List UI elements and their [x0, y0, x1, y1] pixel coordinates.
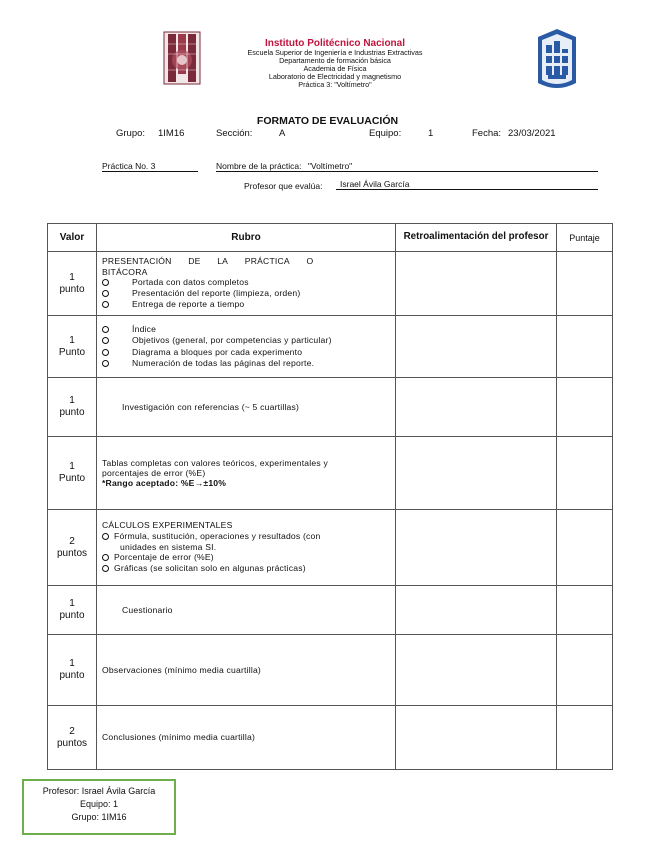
table-row — [48, 252, 613, 316]
seccion-value: A — [279, 128, 286, 139]
retro-cell[interactable] — [396, 378, 557, 437]
rubro-cell — [97, 437, 396, 510]
valor-cell — [48, 437, 97, 510]
puntaje-cell[interactable] — [557, 510, 613, 586]
puntaje-cell[interactable] — [557, 316, 613, 378]
puntaje-cell[interactable] — [557, 586, 613, 635]
valor-number: 1 — [69, 395, 75, 406]
valor-number: 1 — [69, 271, 75, 283]
bullet-circle-icon — [102, 554, 109, 561]
bullet-circle-icon — [102, 279, 109, 286]
bullet-circle-icon — [102, 337, 109, 344]
retro-cell[interactable] — [396, 252, 557, 316]
table-row — [48, 316, 613, 378]
signature-box — [22, 779, 176, 835]
header-retroalimentacion: Retroalimentación del profesor — [396, 224, 557, 252]
rubro-heading-cont: BITÁCORA — [102, 266, 148, 277]
valor-number: 1 — [69, 658, 75, 669]
puntaje-cell[interactable] — [557, 252, 613, 316]
signature-grupo: Grupo: 1IM16 — [71, 812, 127, 823]
rubro-text: Observaciones (mínimo media cuartilla) — [102, 664, 261, 675]
esiqie-logo — [536, 27, 578, 93]
valor-cell — [48, 510, 97, 586]
retro-cell[interactable] — [396, 510, 557, 586]
list-item: Diagrama a bloques por cada experimento — [102, 347, 390, 358]
valor-cell — [48, 316, 97, 378]
retro-cell[interactable] — [396, 586, 557, 635]
valor-cell — [48, 586, 97, 635]
rubro-cell — [97, 316, 396, 378]
rubro-cell — [97, 706, 396, 770]
practice-name: Práctica 3: "Voltímetro" — [298, 80, 372, 90]
list-item: Gráficas (se solicitan solo en algunas prácticas) — [102, 563, 390, 574]
header-valor: Valor — [48, 224, 97, 252]
table-row — [48, 510, 613, 586]
valor-unit: puntos — [56, 547, 88, 559]
bullet-circle-icon — [102, 533, 109, 540]
header-puntaje: Puntaje — [557, 224, 613, 252]
bullet-circle-icon — [102, 360, 109, 367]
puntaje-cell[interactable] — [557, 706, 613, 770]
valor-cell — [48, 252, 97, 316]
valor-unit: punto — [59, 407, 85, 418]
table-row — [48, 586, 613, 635]
profesor-label: Profesor que evalúa: — [244, 181, 323, 191]
retro-cell[interactable] — [396, 706, 557, 770]
list-item: Entrega de reporte a tiempo — [102, 299, 390, 310]
institution-header — [210, 38, 460, 90]
table-header-row — [48, 224, 613, 252]
department-name: Departamento de formación básica — [279, 56, 391, 66]
rubro-text: Investigación con referencias (~ 5 cuartillas) — [122, 401, 300, 412]
header-rubro: Rubro — [97, 224, 396, 252]
signature-equipo: Equipo: 1 — [79, 799, 119, 810]
valor-cell — [48, 706, 97, 770]
puntaje-cell[interactable] — [557, 437, 613, 510]
retro-cell[interactable] — [396, 635, 557, 706]
bullet-circle-icon — [102, 301, 109, 308]
rubric-table — [47, 223, 613, 770]
rubro-cell — [97, 252, 396, 316]
grupo-value: 1IM16 — [158, 128, 185, 139]
school-name: Escuela Superior de Ingeniería e Industrias Extractivas — [247, 48, 423, 58]
rubro-cell — [97, 378, 396, 437]
profesor-value: Israel Ávila García — [340, 179, 410, 189]
list-item: Presentación del reporte (limpieza, orden) — [102, 288, 390, 299]
list-item: Portada con datos completos — [102, 277, 390, 288]
valor-number: 2 — [69, 535, 75, 547]
list-item: Índice — [102, 324, 390, 335]
valor-unit: puntos — [56, 737, 88, 749]
equipo-value: 1 — [428, 128, 434, 139]
practica-name-label: Nombre de la práctica: — [216, 161, 302, 171]
table-row — [48, 706, 613, 770]
fecha-label: Fecha: — [472, 128, 502, 139]
bullet-circle-icon — [102, 326, 109, 333]
bullet-circle-icon — [102, 565, 109, 572]
equipo-label: Equipo: — [369, 128, 402, 139]
signature-profesor: Profesor: Israel Ávila García — [42, 786, 156, 796]
rubro-heading: CÁLCULOS EXPERIMENTALES — [102, 520, 233, 531]
academy-name: Academia de Física — [303, 64, 367, 74]
rubro-text: porcentajes de error (%E) — [102, 467, 206, 478]
rubro-heading: PRESENTACIÓN DE LA PRÁCTICA O — [102, 256, 314, 267]
list-item-continuation: unidades en sistema SI. — [120, 541, 217, 552]
institution-name: Instituto Politécnico Nacional — [264, 38, 405, 49]
rubro-cell — [97, 635, 396, 706]
valor-unit: Punto — [58, 473, 86, 484]
lab-name: Laboratorio de Electricidad y magnetismo — [268, 72, 402, 82]
table-row — [48, 635, 613, 706]
valor-number: 1 — [69, 598, 75, 609]
retro-cell[interactable] — [396, 316, 557, 378]
rubro-text: Conclusiones (mínimo media cuartilla) — [102, 732, 256, 743]
rubro-cell — [97, 510, 396, 586]
valor-unit: Punto — [58, 346, 86, 358]
bullet-circle-icon — [102, 349, 109, 356]
list-item: Numeración de todas las páginas del reporte. — [102, 358, 390, 369]
rubro-text: Tablas completas con valores teóricos, experimentales y — [102, 457, 328, 468]
rubro-range-note: *Rango aceptado: %E→±10% — [102, 478, 227, 489]
practica-number: Práctica No. 3 — [102, 161, 198, 172]
retro-cell[interactable] — [396, 437, 557, 510]
seccion-label: Sección: — [216, 128, 253, 139]
valor-cell — [48, 635, 97, 706]
ipn-logo — [162, 30, 202, 86]
puntaje-cell[interactable] — [557, 635, 613, 706]
form-title: FORMATO DE EVALUACIÓN — [256, 115, 399, 127]
list-item: Porcentaje de error (%E) — [102, 552, 390, 563]
grupo-label: Grupo: — [116, 128, 146, 139]
valor-unit: punto — [59, 610, 85, 621]
practica-name-value: "Voltímetro" — [307, 161, 353, 171]
list-item: Fórmula, sustitución, operaciones y resultados (con — [102, 531, 390, 542]
valor-number: 1 — [69, 334, 75, 346]
list-item: Objetivos (general, por competencias y particular) — [102, 335, 390, 346]
table-row — [48, 378, 613, 437]
valor-unit: punto — [59, 670, 85, 681]
puntaje-cell[interactable] — [557, 378, 613, 437]
bullet-circle-icon — [102, 290, 109, 297]
fecha-value: 23/03/2021 — [508, 128, 556, 139]
table-row — [48, 437, 613, 510]
valor-number: 2 — [69, 725, 75, 737]
profesor-field — [336, 179, 598, 190]
rubro-text: Cuestionario — [122, 604, 173, 615]
valor-number: 1 — [69, 461, 75, 472]
valor-unit: punto — [59, 283, 85, 295]
practica-name-field — [216, 161, 598, 172]
rubro-cell — [97, 586, 396, 635]
valor-cell — [48, 378, 97, 437]
